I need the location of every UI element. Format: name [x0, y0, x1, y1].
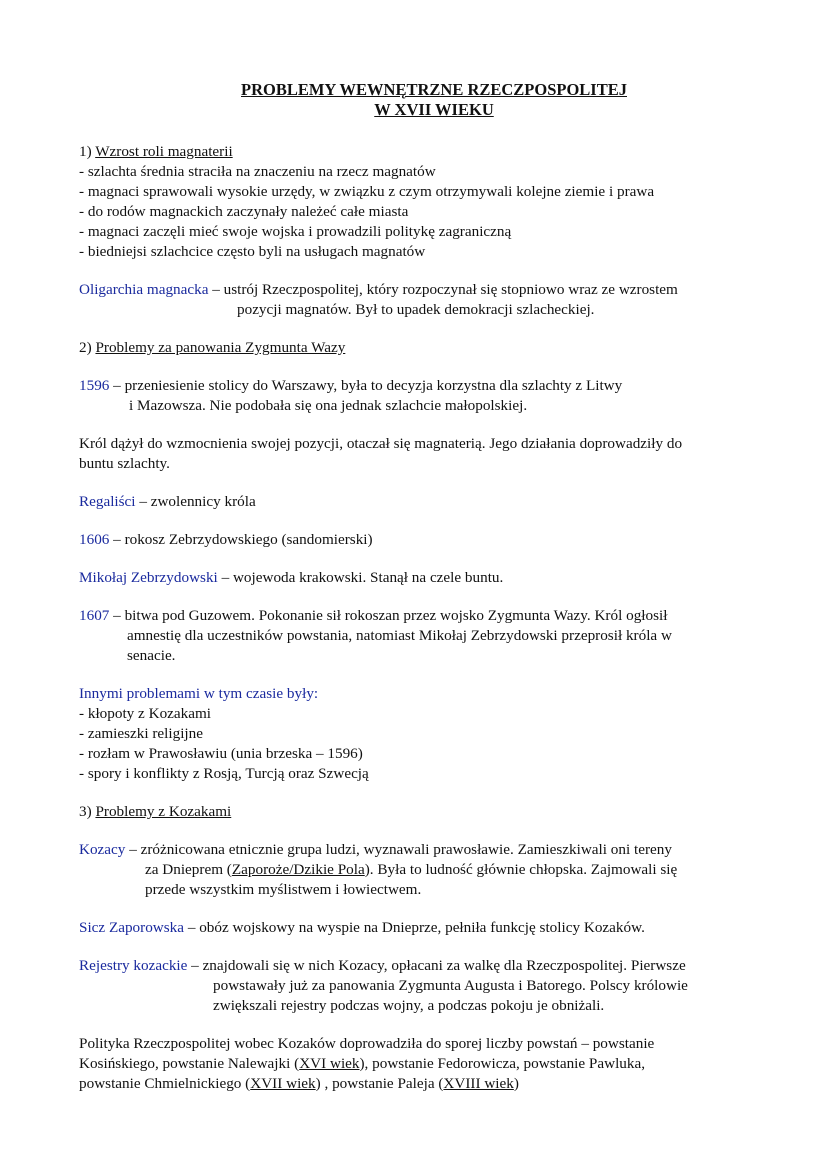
- section-2: [79, 338, 759, 784]
- paragraph-king: [79, 434, 759, 474]
- entry-sicz: [79, 918, 759, 938]
- entry-zebrzydowski: [79, 568, 759, 588]
- section-heading-text: Wzrost roli magnaterii: [95, 143, 233, 160]
- text-part: ), powstanie Fedorowicza, powstanie Pawluka,: [359, 1055, 646, 1072]
- entry-text: – przeniesienie stolicy do Warszawy, była to decyzja korzystna dla szlachty z Litwy: [109, 377, 623, 394]
- text-part: za Dnieprem (: [145, 861, 232, 878]
- underlined-term: XVIII wiek: [443, 1075, 514, 1092]
- paragraph-line: buntu szlachty.: [79, 455, 170, 472]
- section-2-heading: [79, 338, 759, 358]
- section-3-heading: [79, 802, 759, 822]
- entry-text: – wojewoda krakowski. Stanął na czele buntu.: [217, 569, 504, 586]
- section-heading-text: Problemy za panowania Zygmunta Wazy: [95, 339, 346, 356]
- text-part: ): [513, 1075, 519, 1092]
- page-title: [109, 80, 759, 120]
- list-item: - do rodów magnackich zaczynały należeć całe miasta: [79, 203, 409, 220]
- text-part: Kosińskiego, powstanie Nalewajki (: [79, 1055, 300, 1072]
- entry-term: 1596: [79, 377, 110, 394]
- entry-term: Regaliści: [79, 493, 136, 510]
- paragraph-line: [79, 1054, 759, 1074]
- section-1-bullets: [79, 162, 759, 262]
- section-1: [79, 142, 759, 320]
- entry-rejestry: [79, 956, 759, 1016]
- list-item: - magnaci sprawowali wysokie urzędy, w związku z czym otrzymywali kolejne ziemie i prawa: [79, 183, 655, 200]
- entry-text: – zwolennicy króla: [135, 493, 256, 510]
- other-problems-heading: Innymi problemami w tym czasie były:: [79, 685, 319, 702]
- entry-text-cont: przede wszystkim myślistwem i łowiectwem.: [145, 881, 422, 898]
- entry-text: – rokosz Zebrzydowskiego (sandomierski): [109, 531, 373, 548]
- paragraph-line: Król dążył do wzmocnienia swojej pozycji, otaczał się magnaterią. Jego działania doprowadziły do: [79, 435, 683, 452]
- entry-regalisci: [79, 492, 759, 512]
- entry-text-cont: zwiększali rejestry podczas wojny, a podczas pokoju je obniżali.: [213, 997, 605, 1014]
- section-heading-text: Problemy z Kozakami: [95, 803, 232, 820]
- entry-text: – zróżnicowana etnicznie grupa ludzi, wyznawali prawosławie. Zamieszkiwali oni tereny: [125, 841, 672, 858]
- paragraph-line: Polityka Rzeczpospolitej wobec Kozaków doprowadziła do sporej liczby powstań – powstanie: [79, 1035, 655, 1052]
- list-item: - kłopoty z Kozakami: [79, 705, 212, 722]
- other-problems: [79, 684, 759, 784]
- section-number: 3): [79, 803, 92, 820]
- title-line-2: W XVII WIEKU: [374, 100, 494, 119]
- entry-text: – bitwa pod Guzowem. Pokonanie sił rokoszan przez wojsko Zygmunta Wazy. Król ogłosił: [109, 607, 668, 624]
- list-item: - magnaci zaczęli mieć swoje wojska i prowadzili politykę zagraniczną: [79, 223, 512, 240]
- underlined-term: Zaporoże/Dzikie Pola: [231, 861, 365, 878]
- definition-text: – ustrój Rzeczpospolitej, który rozpoczynał się stopniowo wraz ze wzrostem: [208, 281, 678, 298]
- entry-text-cont: [79, 860, 759, 880]
- entry-term: Mikołaj Zebrzydowski: [79, 569, 218, 586]
- paragraph-policy: [79, 1034, 759, 1094]
- entry-1606: [79, 530, 759, 550]
- entry-term: Rejestry kozackie: [79, 957, 188, 974]
- text-part: ) , powstanie Paleja (: [315, 1075, 444, 1092]
- entry-1607: [79, 606, 759, 666]
- definition-oligarchia: [79, 280, 759, 320]
- entry-text: – obóz wojskowy na wyspie na Dnieprze, pełniła funkcję stolicy Kozaków.: [184, 919, 645, 936]
- underlined-term: XVI wiek: [299, 1055, 360, 1072]
- list-item: - rozłam w Prawosławiu (unia brzeska – 1596): [79, 745, 363, 762]
- entry-term: 1606: [79, 531, 110, 548]
- entry-text-cont: i Mazowsza. Nie podobała się ona jednak szlachcie małopolskiej.: [129, 397, 528, 414]
- section-number: 2): [79, 339, 92, 356]
- entry-text-cont: senacie.: [127, 647, 176, 664]
- list-item: - zamieszki religijne: [79, 725, 203, 742]
- entry-term: 1607: [79, 607, 110, 624]
- entry-1596: [79, 376, 759, 416]
- paragraph-line: [79, 1074, 759, 1094]
- section-number: 1): [79, 143, 92, 160]
- list-item: - szlachta średnia straciła na znaczeniu na rzecz magnatów: [79, 163, 436, 180]
- title-line-1: PROBLEMY WEWNĘTRZNE RZECZPOSPOLITEJ: [241, 80, 627, 99]
- entry-kozacy: [79, 840, 759, 900]
- list-item: - biedniejsi szlachcice często byli na usługach magnatów: [79, 243, 426, 260]
- entry-term: Kozacy: [79, 841, 126, 858]
- text-part: powstanie Chmielnickiego (: [79, 1075, 251, 1092]
- definition-term: Oligarchia magnacka: [79, 281, 209, 298]
- underlined-term: XVII wiek: [250, 1075, 316, 1092]
- entry-text: – znajdowali się w nich Kozacy, opłacani za walkę dla Rzeczpospolitej. Pierwsze: [187, 957, 686, 974]
- entry-text-cont: amnestię dla uczestników powstania, natomiast Mikołaj Zebrzydowski przeprosił króla w: [127, 627, 672, 644]
- section-3: [79, 802, 759, 1094]
- entry-text-cont: powstawały już za panowania Zygmunta Augusta i Batorego. Polscy królowie: [213, 977, 688, 994]
- text-part: ). Była to ludność głównie chłopska. Zajmowali się: [364, 861, 678, 878]
- definition-text-cont: pozycji magnatów. Był to upadek demokracji szlacheckiej.: [237, 301, 595, 318]
- list-item: - spory i konflikty z Rosją, Turcją oraz Szwecją: [79, 765, 369, 782]
- section-1-heading: [79, 142, 759, 162]
- document-page: [79, 80, 759, 1094]
- entry-term: Sicz Zaporowska: [79, 919, 185, 936]
